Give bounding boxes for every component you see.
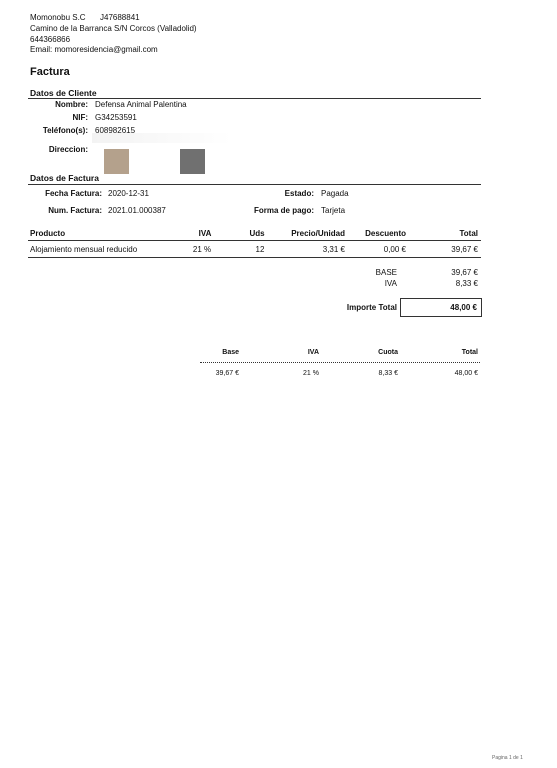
tax-row-iva: 21 % <box>303 370 319 377</box>
invoice-payment-value: Tarjeta <box>321 206 346 215</box>
summary-iva-value: 8,33 € <box>455 279 478 288</box>
redacted-address-block <box>180 149 205 174</box>
company-phone: 644366866 <box>30 35 71 44</box>
client-name-value: Defensa Animal Palentina <box>95 100 187 109</box>
tax-row-quota: 8,33 € <box>378 370 398 377</box>
company-address: Camino de la Barranca S/N Corcos (Valladolid) <box>30 24 197 33</box>
tax-table-divider <box>200 362 480 363</box>
items-header-discount: Descuento <box>365 229 406 238</box>
items-header-units: Uds <box>249 229 265 238</box>
invoice-section-divider <box>28 184 481 185</box>
total-value: 48,00 € <box>450 303 477 312</box>
redacted-address-block <box>104 149 129 174</box>
row-discount: 0,00 € <box>383 245 406 254</box>
client-phone-value: 608982615 <box>95 126 136 133</box>
invoice-number-value: 2021.01.000387 <box>108 206 166 215</box>
company-email: Email: momoresidencia@gmail.com <box>30 45 158 54</box>
client-phone-label: Teléfono(s): <box>42 126 88 135</box>
company-tax-id: J47688841 <box>100 13 140 22</box>
row-product: Alojamiento mensual reducido <box>30 245 138 254</box>
row-unit-price: 3,31 € <box>322 245 345 254</box>
client-nif-value: G34253591 <box>95 113 137 122</box>
items-header-product: Producto <box>30 229 66 238</box>
invoice-number-label: Num. Factura: <box>48 206 102 215</box>
client-section-divider <box>28 98 481 99</box>
tax-row-total: 48,00 € <box>454 370 478 377</box>
client-nif-label: NIF: <box>72 113 88 122</box>
tax-header-base: Base <box>222 349 239 356</box>
invoice-section-heading: Datos de Factura <box>30 173 99 183</box>
summary-iva-label: IVA <box>384 279 397 288</box>
total-label: Importe Total <box>346 303 397 312</box>
items-row-divider <box>28 257 481 258</box>
client-section-heading: Datos de Cliente <box>30 88 97 98</box>
row-iva: 21 % <box>192 245 212 254</box>
items-header-total: Total <box>459 229 478 238</box>
client-address-label: Direccion: <box>48 145 88 154</box>
items-header-iva: IVA <box>198 229 212 238</box>
summary-base-value: 39,67 € <box>451 268 478 277</box>
tax-row-base: 39,67 € <box>215 370 239 377</box>
invoice-status-label: Estado: <box>284 189 314 198</box>
page-title: Factura <box>30 66 70 78</box>
redaction-fade <box>92 133 232 143</box>
tax-header-quota: Cuota <box>378 349 398 356</box>
summary-base-label: BASE <box>375 268 397 277</box>
invoice-payment-label: Forma de pago: <box>253 206 314 215</box>
tax-header-iva: IVA <box>307 349 319 356</box>
items-header-unit-price: Precio/Unidad <box>291 229 345 238</box>
row-total: 39,67 € <box>451 245 478 254</box>
invoice-date-value: 2020-12-31 <box>108 189 149 198</box>
client-name-label: Nombre: <box>55 100 88 109</box>
row-units: 12 <box>255 245 265 254</box>
company-name: Momonobu S.C <box>30 13 86 22</box>
tax-header-total: Total <box>461 349 478 356</box>
items-header-divider <box>28 240 481 241</box>
invoice-date-label: Fecha Factura: <box>45 189 102 198</box>
page-number: Pagina 1 de 1 <box>492 755 523 761</box>
invoice-status-value: Pagada <box>321 189 349 198</box>
